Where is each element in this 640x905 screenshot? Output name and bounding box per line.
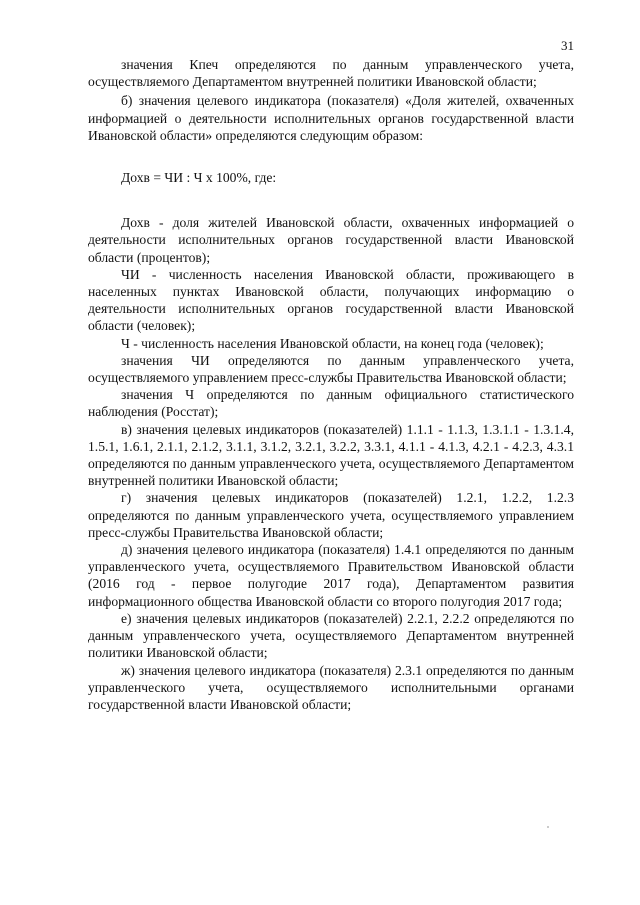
document-body	[88, 56, 574, 713]
definition-chi: ЧИ - численность населения Ивановской области, проживающего в населенных пунктах Ивановской области, получающих информацию о деятельности исполнительных органов государственной власти Ивановской области (человек);	[88, 266, 574, 334]
paragraph-g: г) значения целевых индикаторов (показателей) 1.2.1, 1.2.2, 1.2.3 определяются по данным управленческого учета, осуществляемого управлением пресс-службы Правительства Ивановской области;	[88, 490, 574, 540]
source-chi: значения ЧИ определяются по данным управленческого учета, осуществляемого управлением пресс-службы Правительства Ивановской области;	[88, 352, 574, 386]
paragraph-e: е) значения целевых индикаторов (показателей) 2.2.1, 2.2.2 определяются по данным управленческого учета, осуществляемого Департаментом внутренней политики Ивановской области;	[88, 610, 574, 661]
paragraph-v: в) значения целевых индикаторов (показателей) 1.1.1 - 1.1.3, 1.3.1.1 - 1.3.1.4, 1.5.1, 1.6.1, 2.1.1, 2.1.2, 3.1.1, 3.1.2, 3.2.1, 3.2.2, 3.3.1, 4.1.1 - 4.1.3, 4.2.1 - 4.2.3, 4.3.1 определяются по данным управленческого учета, осуществляемого Департаментом внутренней политики Ивановской области;	[88, 421, 574, 489]
paragraph-b: б) значения целевого индикатора (показателя) «Доля жителей, охваченных информацией о деятельности исполнительных органов государственной власти Ивановской области» определяются следующим образом:	[88, 93, 574, 143]
scan-speck	[547, 826, 549, 828]
definition-dokhv: Дохв - доля жителей Ивановской области, охваченных информацией о деятельности исполнительных органов государственной власти Ивановской области (процентов);	[88, 215, 574, 265]
paragraph-kpech: значения Кпеч определяются по данным управленческого учета, осуществляемого Департаментом внутренней политики Ивановской области;	[88, 57, 574, 90]
paragraph-d: д) значения целевого индикатора (показателя) 1.4.1 определяются по данным управленческого учета, осуществляемого Правительством Ивановской области (2016 год - первое полугодие 2017 года), Департаментом развития информационного общества Ивановской области со второго полугодия 2017 года;	[88, 542, 574, 609]
source-ch: значения Ч определяются по данным официального статистического наблюдения (Росстат);	[88, 387, 574, 420]
paragraph-zh: ж) значения целевого индикатора (показателя) 2.3.1 определяются по данным управленческого учета, осуществляемого исполнительными органами государственной власти Ивановской области;	[88, 662, 574, 712]
definition-ch: Ч - численность населения Ивановской области, на конец года (человек);	[121, 335, 544, 351]
page-number: 31	[561, 38, 574, 53]
formula: Дохв = ЧИ : Ч х 100%, где:	[121, 170, 277, 186]
